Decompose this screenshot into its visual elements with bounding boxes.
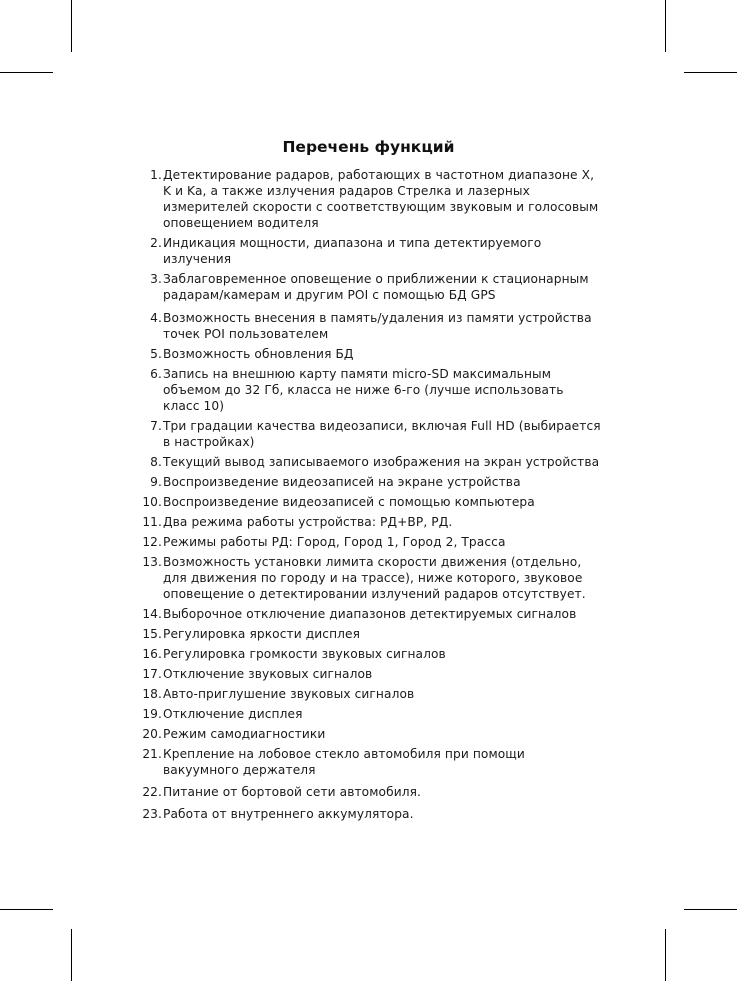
list-item-text: Регулировка яркости дисплея <box>163 627 361 641</box>
crop-mark-top-left-horizontal <box>0 72 53 73</box>
list-item <box>132 271 602 303</box>
crop-mark-top-left-vertical <box>71 0 72 52</box>
list-item <box>132 726 602 742</box>
list-item-text: Регулировка громкости звуковых сигналов <box>163 647 446 661</box>
list-item-text: Детектирование радаров, работающих в частотном диапазоне X, K и Ka, а также излучения радаров Стрелка и лазерных измерителей скорости с соответствующим звуковым и голосовым оповещением водителя <box>163 168 599 230</box>
list-item-text: Воспроизведение видеозаписей с помощью компьютера <box>163 495 535 509</box>
list-item-number: 9. <box>150 475 162 489</box>
crop-mark-bottom-left-vertical <box>71 929 72 981</box>
list-item <box>132 366 602 414</box>
list-item <box>132 167 602 231</box>
list-item-text: Запись на внешнюю карту памяти micro-SD максимальным объемом до 32 Гб, класса не ниже 6-го (лучше использовать класс 10) <box>163 367 564 413</box>
list-item-text: Питание от бортовой сети автомобиля. <box>163 785 422 799</box>
list-item <box>132 494 602 510</box>
list-item <box>132 806 602 822</box>
list-item-number: 10. <box>142 495 162 509</box>
list-item-text: Возможность внесения в память/удаления из памяти устройства точек POI пользователем <box>163 311 592 341</box>
list-item <box>132 784 602 800</box>
list-item-text: Отключение звуковых сигналов <box>163 667 373 681</box>
list-item-text: Возможность установки лимита скорости движения (отдельно, для движения по городу и на трассе), ниже которого, звуковое оповещение о детектировании излучений радаров отсутствует. <box>163 555 586 601</box>
list-item-number: 8. <box>150 455 162 469</box>
list-item-text: Режим самодиагностики <box>163 727 326 741</box>
list-item-number: 14. <box>142 607 162 621</box>
list-item-number: 2. <box>150 236 162 250</box>
list-item <box>132 534 602 550</box>
list-item-number: 18. <box>142 687 162 701</box>
list-item <box>132 418 602 450</box>
list-item-number: 12. <box>142 535 162 549</box>
list-item-number: 22. <box>142 785 162 799</box>
list-item-text: Индикация мощности, диапазона и типа детектируемого излучения <box>163 236 542 266</box>
list-item <box>132 514 602 530</box>
list-item-number: 17. <box>142 667 162 681</box>
list-item-number: 4. <box>150 311 162 325</box>
page-title: Перечень функций <box>282 138 455 156</box>
list-item-text: Возможность обновления БД <box>163 347 354 361</box>
list-item-number: 13. <box>142 555 162 569</box>
list-item-number: 19. <box>142 707 162 721</box>
list-item-text: Режимы работы РД: Город, Город 1, Город 2, Трасса <box>163 535 506 549</box>
list-item-text: Отключение дисплея <box>163 707 303 721</box>
crop-mark-bottom-right-vertical <box>665 929 666 981</box>
list-item <box>132 606 602 622</box>
list-item-number: 1. <box>150 168 162 182</box>
list-item <box>132 706 602 722</box>
list-item-text: Крепление на лобовое стекло автомобиля при помощи вакуумного держателя <box>163 747 525 777</box>
list-item-number: 11. <box>142 515 162 529</box>
list-item <box>132 346 602 362</box>
list-item-number: 3. <box>150 272 162 286</box>
list-item-number: 23. <box>142 807 162 821</box>
crop-mark-top-right-horizontal <box>684 72 737 73</box>
list-item-number: 5. <box>150 347 162 361</box>
list-item <box>132 626 602 642</box>
crop-mark-bottom-right-horizontal <box>684 909 737 910</box>
list-item <box>132 454 602 470</box>
list-item-text: Воспроизведение видеозаписей на экране устройства <box>163 475 521 489</box>
crop-mark-bottom-left-horizontal <box>0 909 53 910</box>
list-item-text: Текущий вывод записываемого изображения на экран устройства <box>163 455 600 469</box>
list-item <box>132 646 602 662</box>
list-item-text: Авто-приглушение звуковых сигналов <box>163 687 415 701</box>
list-item <box>132 235 602 267</box>
list-item <box>132 686 602 702</box>
list-item-number: 15. <box>142 627 162 641</box>
list-item <box>132 666 602 682</box>
list-item-text: Три градации качества видеозаписи, включая Full HD (выбирается в настройках) <box>163 419 601 449</box>
list-item <box>132 474 602 490</box>
crop-mark-top-right-vertical <box>665 0 666 52</box>
list-item-text: Два режима работы устройства: РД+ВР, РД. <box>163 515 453 529</box>
list-item-number: 16. <box>142 647 162 661</box>
list-item-number: 6. <box>150 367 162 381</box>
list-item-number: 20. <box>142 727 162 741</box>
list-item-text: Выборочное отключение диапазонов детектируемых сигналов <box>163 607 577 621</box>
list-item-text: Работа от внутреннего аккумулятора. <box>163 807 414 821</box>
feature-list <box>132 167 602 826</box>
list-item <box>132 554 602 602</box>
list-item-text: Заблаговременное оповещение о приближении к стационарным радарам/камерам и другим POI с помощью БД GPS <box>163 272 589 302</box>
list-item <box>132 746 602 778</box>
list-item-number: 21. <box>142 747 162 761</box>
list-item-number: 7. <box>150 419 162 433</box>
list-item <box>132 310 602 342</box>
